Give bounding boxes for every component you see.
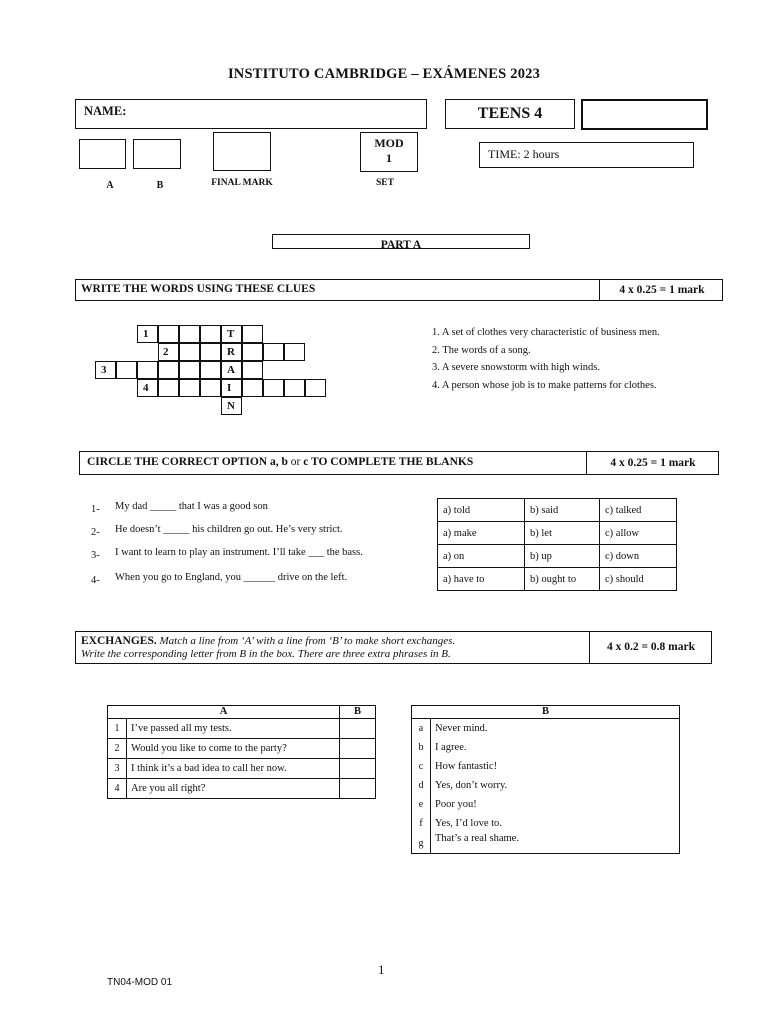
row-text: Yes, don’t worry. bbox=[431, 776, 680, 795]
level-label: TEENS 4 bbox=[477, 105, 543, 122]
cw-cell[interactable] bbox=[200, 379, 221, 397]
clue-4: 4. A person whose job is to make patterns for clothes. bbox=[432, 380, 657, 391]
table-row bbox=[412, 719, 680, 739]
table-row bbox=[412, 738, 680, 757]
mark-box-a[interactable] bbox=[79, 139, 126, 169]
question-number: 1- bbox=[91, 504, 100, 515]
row-text: Yes, I’d love to. bbox=[431, 814, 680, 833]
row-letter: a bbox=[412, 719, 431, 739]
table-row bbox=[108, 779, 376, 799]
time-label: TIME: 2 hours bbox=[488, 147, 560, 161]
cw-cell[interactable] bbox=[263, 379, 284, 397]
table-row bbox=[412, 833, 680, 854]
section2-heading-b: b bbox=[281, 456, 288, 468]
exchanges-table-a bbox=[107, 705, 376, 799]
row-text: That’s a real shame. bbox=[431, 833, 680, 854]
section1-mark: 4 x 0.25 = 1 mark bbox=[599, 280, 724, 300]
table-row bbox=[108, 759, 376, 779]
answer-box[interactable] bbox=[340, 719, 376, 739]
cw-cell[interactable] bbox=[284, 343, 305, 361]
option[interactable]: b) up bbox=[525, 545, 600, 568]
mod-number: 1 bbox=[386, 151, 392, 165]
option[interactable]: b) ought to bbox=[525, 568, 600, 591]
question-text: He doesn’t _____ his children go out. He’s very strict. bbox=[115, 524, 343, 535]
cw-cell[interactable] bbox=[179, 361, 200, 379]
section2-heading-d: c bbox=[303, 456, 309, 468]
part-heading bbox=[272, 234, 530, 249]
cw-cell[interactable]: 3 bbox=[95, 361, 116, 379]
row-letter: b bbox=[412, 738, 431, 757]
cw-cell[interactable] bbox=[263, 343, 284, 361]
cw-cell[interactable] bbox=[305, 379, 326, 397]
row-number: 4 bbox=[108, 779, 127, 799]
row-number: 1 bbox=[108, 719, 127, 739]
part-label: PART A bbox=[380, 239, 422, 251]
name-field[interactable] bbox=[75, 99, 427, 129]
clue-2: 2. The words of a song. bbox=[432, 345, 531, 356]
question-number: 4- bbox=[91, 575, 100, 586]
question-text: When you go to England, you ______ drive on the left. bbox=[115, 572, 348, 583]
cw-cell[interactable] bbox=[158, 325, 179, 343]
options-row bbox=[438, 522, 677, 545]
row-text: Would you like to come to the party? bbox=[127, 739, 340, 759]
answer-box[interactable] bbox=[340, 739, 376, 759]
mod-label: MOD bbox=[374, 136, 404, 150]
document-code: TN04-MOD 01 bbox=[107, 977, 173, 988]
table-row bbox=[412, 814, 680, 833]
extra-box[interactable] bbox=[581, 99, 708, 130]
col-b-list-header: B bbox=[412, 706, 680, 719]
row-text: Never mind. bbox=[431, 719, 680, 739]
section2-heading-e: TO COMPLETE THE BLANKS bbox=[308, 456, 474, 468]
clue-3: 3. A severe snowstorm with high winds. bbox=[432, 362, 600, 373]
question-number: 2- bbox=[91, 527, 100, 538]
table-row bbox=[108, 719, 376, 739]
label-b: B bbox=[156, 180, 164, 191]
col-a-header: A bbox=[108, 706, 340, 719]
row-letter: e bbox=[412, 795, 431, 814]
table-row bbox=[108, 739, 376, 759]
page-number: 1 bbox=[378, 962, 385, 977]
row-text: Are you all right? bbox=[127, 779, 340, 799]
label-a: A bbox=[106, 180, 114, 191]
row-text: Poor you! bbox=[431, 795, 680, 814]
option[interactable]: a) make bbox=[438, 522, 525, 545]
cw-cell[interactable] bbox=[116, 361, 137, 379]
cw-cell[interactable] bbox=[200, 343, 221, 361]
cw-letter: R bbox=[221, 343, 242, 361]
options-row bbox=[438, 499, 677, 522]
cw-cell[interactable] bbox=[179, 325, 200, 343]
question-text: My dad _____ that I was a good son bbox=[115, 501, 268, 512]
option[interactable]: a) on bbox=[438, 545, 525, 568]
table-row bbox=[412, 776, 680, 795]
question-number: 3- bbox=[91, 550, 100, 561]
label-set: SET bbox=[376, 178, 394, 188]
row-number: 2 bbox=[108, 739, 127, 759]
option[interactable]: a) have to bbox=[438, 568, 525, 591]
section3-heading-italic: Match a line from ‘A’ with a line from ‘B’ to make short exchanges. bbox=[156, 635, 456, 647]
cw-cell[interactable] bbox=[179, 343, 200, 361]
row-text: I think it’s a bad idea to call her now. bbox=[127, 759, 340, 779]
exam-title: INSTITUTO CAMBRIDGE – EXÁMENES 2023 bbox=[227, 66, 541, 82]
question-text: I want to learn to play an instrument. I’ll take ___ the bass. bbox=[115, 547, 363, 558]
table-row bbox=[412, 795, 680, 814]
row-number: 3 bbox=[108, 759, 127, 779]
mark-box-b[interactable] bbox=[133, 139, 181, 169]
option[interactable]: b) said bbox=[525, 499, 600, 522]
row-letter: f bbox=[412, 814, 431, 833]
cw-letter: N bbox=[221, 397, 242, 415]
cw-letter: A bbox=[221, 361, 242, 379]
answer-box[interactable] bbox=[340, 779, 376, 799]
cw-cell[interactable]: 2 bbox=[158, 343, 179, 361]
section3-heading-bold: EXCHANGES. bbox=[81, 635, 157, 647]
cw-cell[interactable]: 1 bbox=[137, 325, 158, 343]
name-label: NAME: bbox=[84, 104, 127, 118]
section3-header bbox=[75, 631, 712, 664]
cw-letter: T bbox=[221, 325, 242, 343]
cw-cell[interactable]: 4 bbox=[137, 379, 158, 397]
section1-header bbox=[75, 279, 723, 301]
clue-1: 1. A set of clothes very characteristic of business men. bbox=[432, 327, 660, 338]
mod-box bbox=[360, 132, 418, 172]
option[interactable]: c) should bbox=[600, 568, 677, 591]
row-text: How fantastic! bbox=[431, 757, 680, 776]
cw-cell[interactable] bbox=[284, 379, 305, 397]
cw-cell[interactable] bbox=[158, 379, 179, 397]
cw-cell[interactable] bbox=[200, 361, 221, 379]
table-row bbox=[412, 757, 680, 776]
cw-cell[interactable] bbox=[242, 379, 263, 397]
section3-mark: 4 x 0.2 = 0.8 mark bbox=[589, 632, 712, 663]
section2-heading-a: CIRCLE THE CORRECT OPTION a, bbox=[87, 456, 282, 468]
cw-cell[interactable] bbox=[179, 379, 200, 397]
section3-heading bbox=[81, 635, 455, 661]
row-letter: c bbox=[412, 757, 431, 776]
section2-mark: 4 x 0.25 = 1 mark bbox=[586, 452, 719, 474]
level-box bbox=[445, 99, 575, 129]
section2-heading-c: or bbox=[287, 456, 304, 468]
options-row bbox=[438, 545, 677, 568]
cw-cell[interactable] bbox=[242, 325, 263, 343]
answer-box[interactable] bbox=[340, 759, 376, 779]
options-table bbox=[437, 498, 677, 591]
row-letter: g bbox=[412, 833, 431, 854]
label-final-mark: FINAL MARK bbox=[211, 178, 273, 188]
cw-cell[interactable] bbox=[242, 343, 263, 361]
option[interactable]: c) down bbox=[600, 545, 677, 568]
row-text: I agree. bbox=[431, 738, 680, 757]
cw-cell[interactable] bbox=[200, 325, 221, 343]
cw-letter: I bbox=[221, 379, 242, 397]
row-letter: d bbox=[412, 776, 431, 795]
option[interactable]: c) allow bbox=[600, 522, 677, 545]
option[interactable]: b) let bbox=[525, 522, 600, 545]
cw-cell[interactable] bbox=[158, 361, 179, 379]
section1-heading: WRITE THE WORDS USING THESE CLUES bbox=[81, 283, 316, 295]
final-mark-box[interactable] bbox=[213, 132, 271, 171]
option[interactable]: c) talked bbox=[600, 499, 677, 522]
time-box bbox=[479, 142, 694, 168]
cw-cell[interactable] bbox=[242, 361, 263, 379]
exchanges-table-b bbox=[411, 705, 680, 854]
section3-heading-line2: Write the corresponding letter from B in the box. There are three extra phrases in B. bbox=[81, 648, 451, 660]
table-header-row bbox=[412, 706, 680, 719]
section2-header bbox=[79, 451, 719, 475]
options-row bbox=[438, 568, 677, 591]
option[interactable]: a) told bbox=[438, 499, 525, 522]
section2-heading bbox=[87, 456, 473, 468]
col-b-header: B bbox=[340, 706, 376, 719]
table-header-row bbox=[108, 706, 376, 719]
cw-cell[interactable] bbox=[137, 361, 158, 379]
row-text: I’ve passed all my tests. bbox=[127, 719, 340, 739]
